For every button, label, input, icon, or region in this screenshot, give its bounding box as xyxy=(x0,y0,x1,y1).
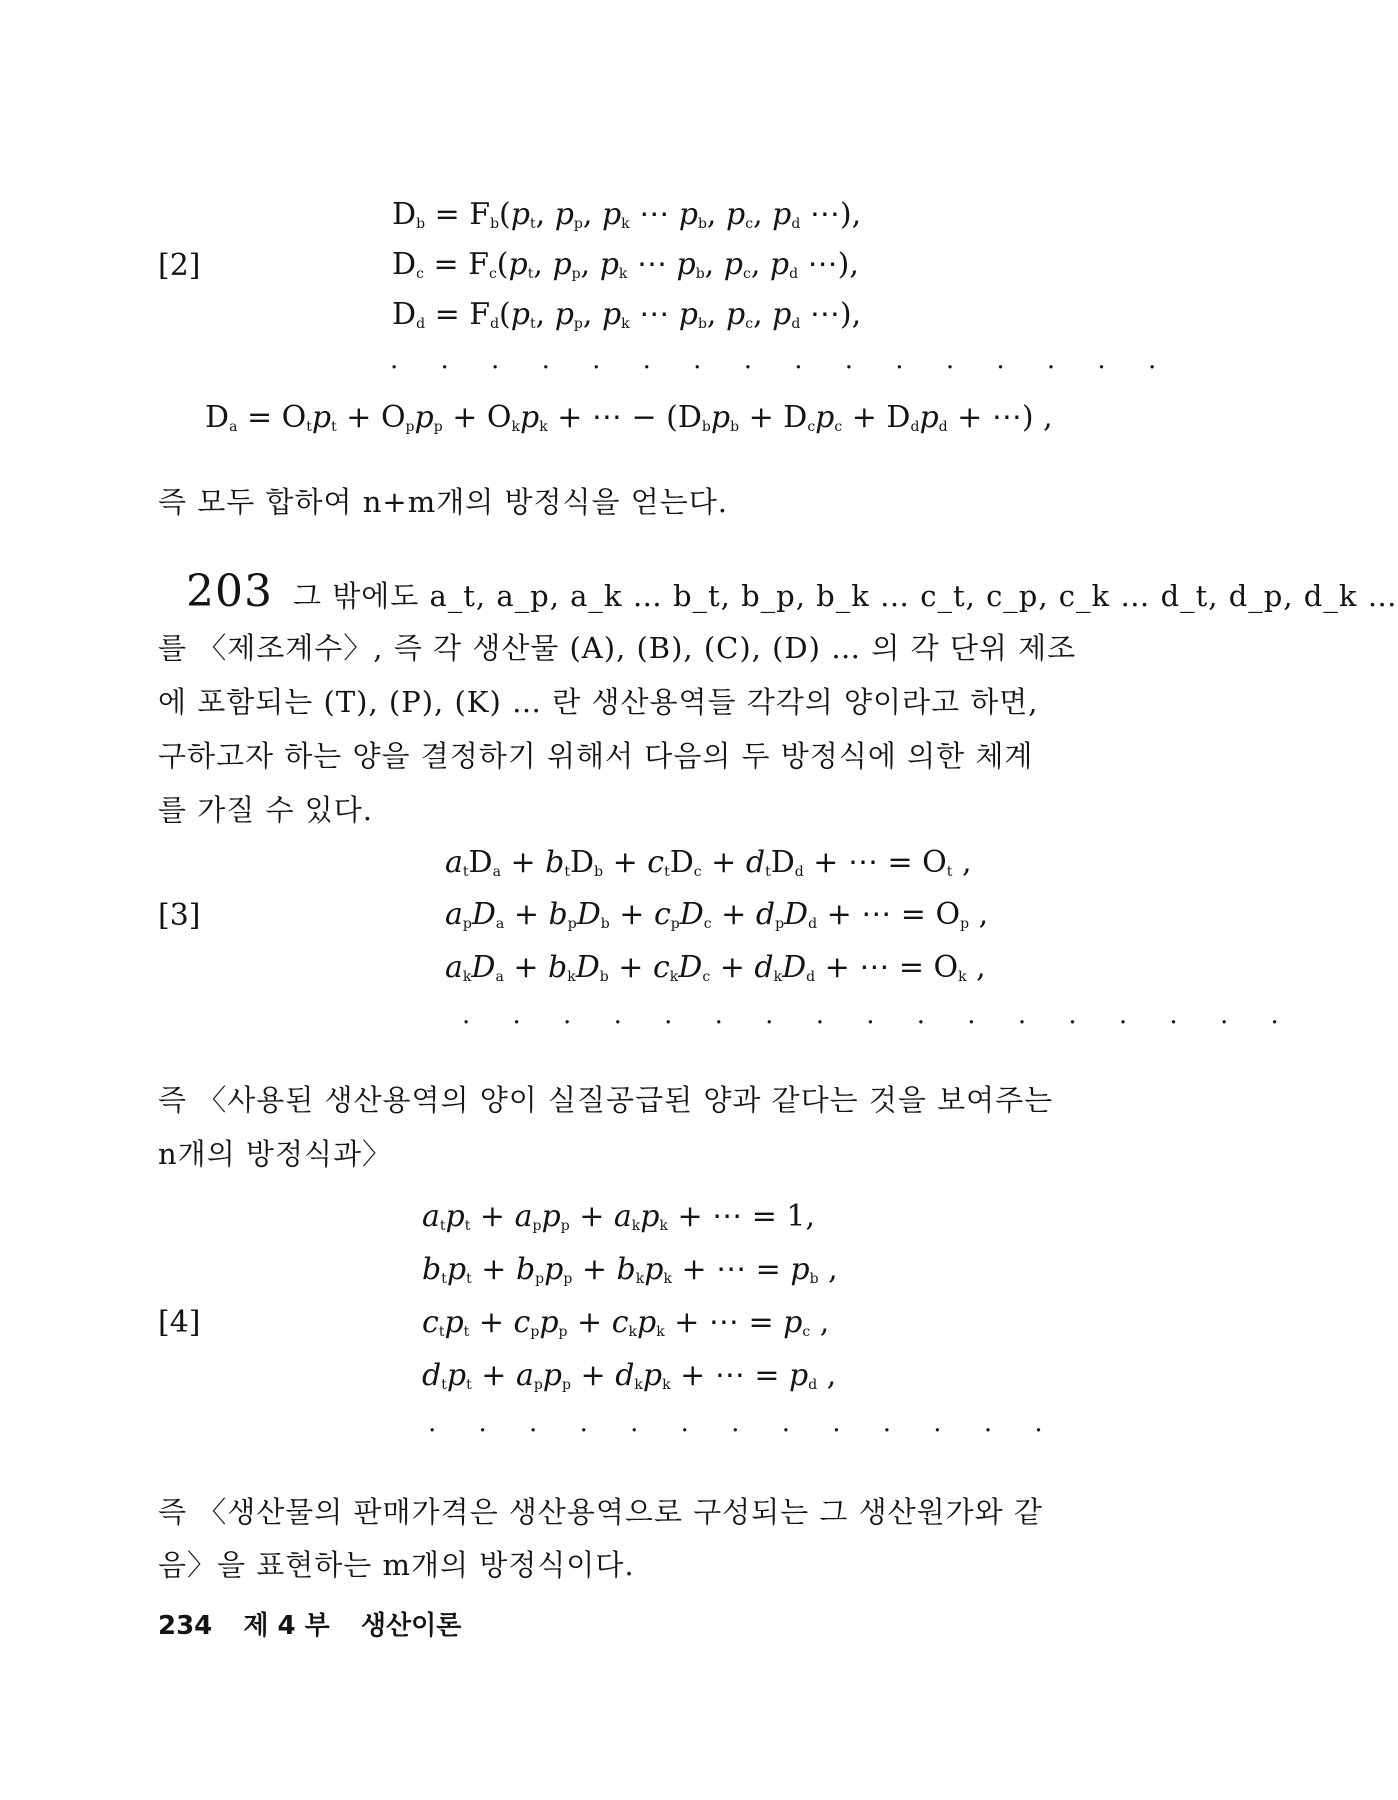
equation-4-line-2: $b_tp_t + b_pp_p + b_kp_k$ + ⋯ = $p_b$ , xyxy=(422,1252,838,1287)
paragraph-prices-line-1: 즉 〈생산물의 판매가격은 생산용역으로 구성되는 그 생산원가와 같 xyxy=(158,1495,1043,1529)
equation-3-line-2: $a_pD_a + b_pD_b + c_pD_c + d_pD_d$ + ⋯ = $O_p$ , xyxy=(445,897,989,932)
equation-2-line-4: $D_a = O_tp_t + O_pp_p + O_kp_k$ + ⋯ − ($D_bp_b + D_cp_c + D_dp_d$ + ⋯) , xyxy=(205,400,1053,435)
chapter-title: 생산이론 xyxy=(360,1611,462,1641)
equation-4-line-1: $a_tp_t + a_pp_p + a_kp_k$ + ⋯ = 1, xyxy=(422,1199,815,1234)
section-number: 203 xyxy=(186,566,273,617)
section-203-line-1 xyxy=(186,566,1398,617)
section-203-line-3: 에 포함되는 (T), (P), (K) … 란 생산용역들 각각의 양이라고 하면, xyxy=(158,685,1039,719)
equation-4-line-4: $d_tp_t + a_pp_p + d_kp_k$ + ⋯ = $p_d$ , xyxy=(422,1358,837,1393)
equation-2-line-2: $D_c = F_c(p_t$, $p_p$, $p_k$ ⋯ $p_b$, $p_c$, $p_d$ ⋯), xyxy=(392,247,859,282)
paragraph-services-line-1: 즉 〈사용된 생산용역의 양이 실질공급된 양과 같다는 것을 보여주는 xyxy=(158,1083,1054,1117)
page-number: 234 xyxy=(158,1611,213,1641)
paragraph-services-line-2: n개의 방정식과〉 xyxy=(158,1137,392,1171)
page-footer xyxy=(158,1605,483,1642)
section-203-line-5: 를 가질 수 있다. xyxy=(158,793,373,827)
equation-4-line-3: $c_tp_t + c_pp_p + c_kp_k$ + ⋯ = $p_c$ , xyxy=(422,1305,830,1340)
equation-2-line-1: $D_b = F_b(p_t$, $p_p$, $p_k$ ⋯ $p_b$, $p_c$, $p_d$ ⋯), xyxy=(392,197,862,232)
paragraph-prices-line-2: 음〉을 표현하는 m개의 방정식이다. xyxy=(158,1548,635,1582)
section-203-line-2: 를 〈제조계수〉, 즉 각 생산물 (A), (B), (C), (D) … 의 각 단위 제조 xyxy=(158,631,1077,665)
part-label: 제 4 부 xyxy=(243,1611,330,1641)
section-203-line-1-text: 그 밖에도 a_t, a_p, a_k … b_t, b_p, b_k … c_t, c_p, c_k … d_t, d_p, d_k … xyxy=(292,579,1398,613)
equation-4-label: [4] xyxy=(158,1305,201,1340)
paragraph-equation-count: 즉 모두 합하여 n+m개의 방정식을 얻는다. xyxy=(158,485,728,519)
equation-2-ellipsis: . . . . . . . . . . . . . . . . xyxy=(390,345,1174,375)
equation-2-line-3: $D_d = F_d(p_t$, $p_p$, $p_k$ ⋯ $p_b$, $p_c$, $p_d$ ⋯), xyxy=(392,297,862,332)
equation-2-label: [2] xyxy=(158,248,201,283)
equation-3-line-1: $a_tD_a + b_tD_b + c_tD_c + d_tD_d$ + ⋯ = $O_t$ , xyxy=(445,845,972,880)
section-203-line-4: 구하고자 하는 양을 결정하기 위해서 다음의 두 방정식에 의한 체계 xyxy=(158,739,1034,773)
equation-3-label: [3] xyxy=(158,898,201,933)
equation-3-line-3: $a_kD_a + b_kD_b + c_kD_c + d_kD_d$ + ⋯ = $O_k$ , xyxy=(445,950,986,985)
equation-4-ellipsis: . . . . . . . . . . . . . xyxy=(428,1408,1060,1438)
equation-3-ellipsis: . . . . . . . . . . . . . . . . . xyxy=(462,1000,1296,1030)
